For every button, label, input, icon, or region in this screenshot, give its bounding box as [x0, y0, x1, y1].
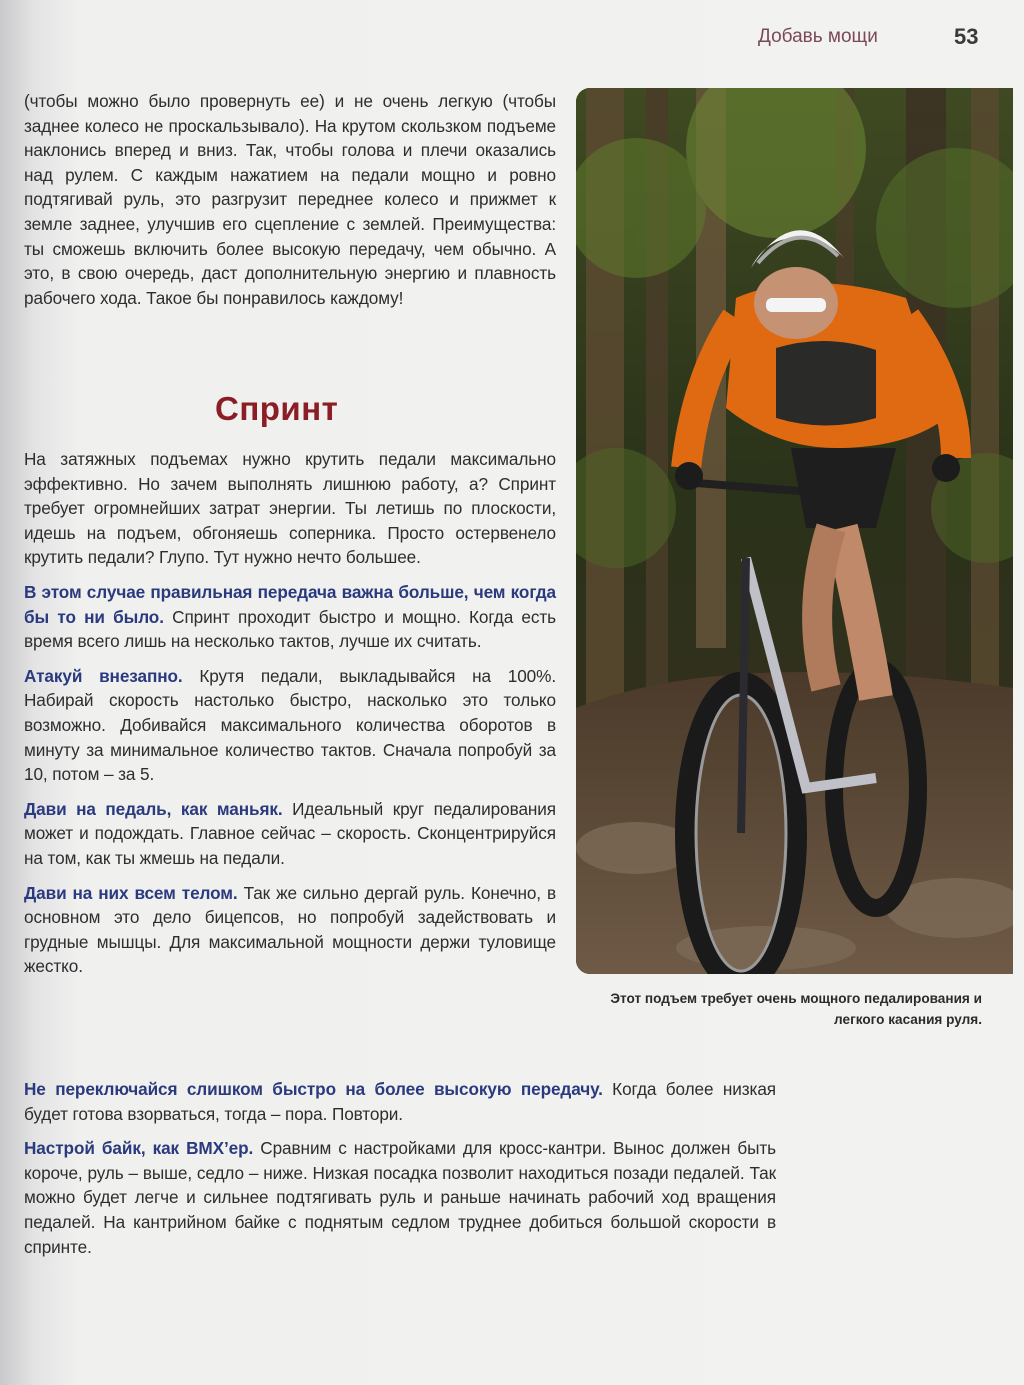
paragraph-text: Когда более низкая будет готова взорваться, тогда – пора. Повтори. — [24, 1079, 776, 1124]
photo-caption: Этот подъем требует очень мощного педалирования и легкого касания руля. — [610, 991, 982, 1027]
paragraph-text: Крутя педали, выкладывайся на 100%. Набирай скорость настолько быстро, насколько это только возможно. Добивайся максимального количества оборотов в минуту за минимальное количество тактов. Сначала попробуй за 10, потом – за 5. — [24, 665, 556, 785]
paragraph-2 — [24, 664, 556, 787]
paragraph-5 — [24, 1077, 776, 1126]
paragraph-lead: Настрой байк, как BMX’ер. — [24, 1138, 254, 1159]
upper-text-block — [24, 447, 556, 989]
paragraph-6 — [24, 1136, 776, 1259]
intro-paragraph: (чтобы можно было провернуть ее) и не очень легкую (чтобы заднее колесо не проскальзывало). На крутом скользком подъеме наклонись вперед и вниз. Так, чтобы голова и плечи оказались над рулем. С каждым нажатием на педали мощно и ровно подтягивай руль, это разгрузит переднее колесо и прижмет к земле заднее, улучшив его сцепление с землей. Преимущества: ты сможешь включить более высокую передачу, чем обычно. А это, в свою очередь, даст дополнительную энергию и плавность рабочего хода. Такое бы понравилось каждому! — [24, 91, 556, 308]
paragraph-text: На затяжных подъемах нужно крутить педали максимально эффективно. Но зачем выполнять лишнюю работу, а? Спринт требует огромнейших затрат энергии. Ты летишь по плоскости, идешь на подъем, обгоняешь соперника. Просто остервенело крутить педали? Глупо. Тут нужно нечто большее. — [24, 449, 556, 568]
paragraph-lead: Не переключайся слишком быстро на более высокую передачу. — [24, 1079, 603, 1099]
paragraph-text: Сравним с настройками для кросс-кантри. Вынос должен быть короче, руль – выше, седло – ниже. Низкая посадка позволит находиться позади педалей. Так можно будет легче и сильнее подтягивать руль и раньше начинать рабочий ход вращения педалей. На кантрийном байке с поднятым седлом труднее добиться большой скорости в спринте. — [24, 1138, 776, 1257]
paragraph-3 — [24, 797, 556, 871]
intro-text-block — [24, 89, 556, 320]
paragraph-lead: Дави на них всем телом. — [24, 882, 238, 903]
paragraph-lead: Дави на педаль, как маньяк. — [24, 798, 283, 819]
paragraph-4 — [24, 881, 556, 979]
section-heading: Спринт — [215, 390, 339, 427]
paragraph-text: Спринт проходит быстро и мощно. Когда есть время всего лишь на несколько тактов, лучше их считать. — [24, 606, 556, 652]
lower-text-block — [24, 1077, 776, 1269]
paragraph-text: Идеальный круг педалирования может и подождать. Главное сейчас – скорость. Сконцентрируйся на том, как ты жмешь на педали. — [24, 798, 556, 868]
paragraph-text: Так же сильно дергай руль. Конечно, в основном это дело бицепсов, но попробуй задействовать и грудные мышцы. Для максимальной мощности держи туловище жестко. — [24, 882, 557, 977]
paragraph-1 — [24, 580, 556, 654]
cyclist-photo — [576, 88, 1013, 974]
page-number: 53 — [954, 24, 979, 49]
paragraph-lead: Атакуй внезапно. — [24, 665, 183, 686]
running-head: Добавь мощи — [758, 26, 878, 47]
paragraph-0 — [24, 447, 556, 570]
cyclist-illustration — [576, 88, 1013, 974]
paragraph-lead: В этом случае правильная передача важна больше, чем когда бы то ни было. — [24, 581, 556, 627]
